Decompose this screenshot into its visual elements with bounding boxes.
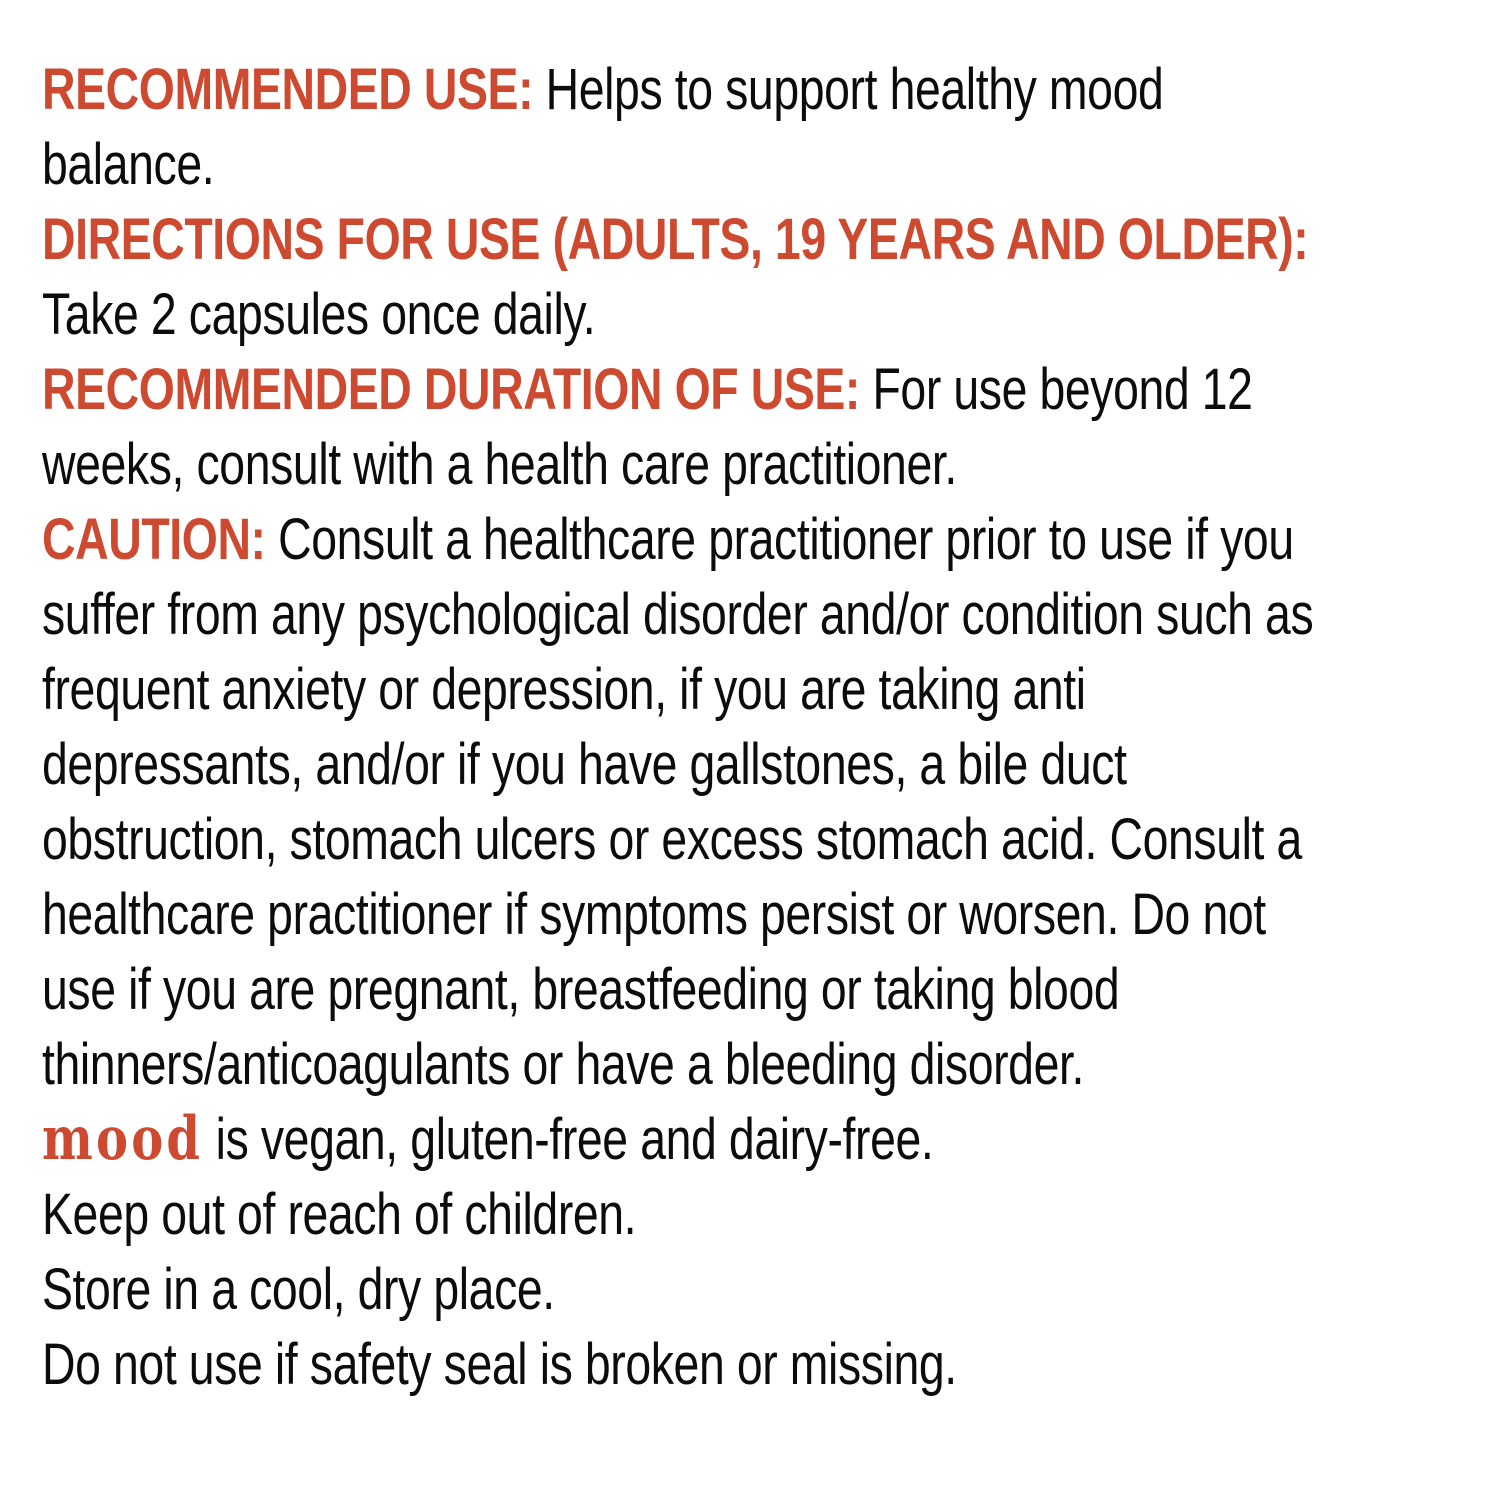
caution-text-2: suffer from any psychological disorder and/or condition such as [42,582,1314,647]
directions-text: Take 2 capsules once daily. [42,282,596,347]
safety-seal-text: Do not use if safety seal is broken or missing. [42,1332,957,1397]
caution-heading: CAUTION: [42,507,266,572]
label-line-brand-claims [42,1102,1192,1177]
label-line-caution-4 [42,727,1192,802]
directions-heading: DIRECTIONS FOR USE (ADULTS, 19 YEARS AND OLDER): [42,207,1309,272]
label-line-duration [42,352,1253,427]
recommended-use-text-cont: balance. [42,132,215,197]
caution-text-4: depressants, and/or if you have gallstones, a bile duct [42,732,1127,797]
caution-text-7: use if you are pregnant, breastfeeding or taking blood [42,957,1120,1022]
label-line-caution-6 [42,877,1266,952]
caution-text-8: thinners/anticoagulants or have a bleeding disorder. [42,1032,1084,1097]
duration-text: For use beyond 12 [859,357,1253,422]
caution-text-3: frequent anxiety or depression, if you are taking anti [42,657,1086,722]
label-line-safety-seal [42,1327,1192,1402]
caution-text: Consult a healthcare practitioner prior to use if you [265,507,1294,572]
label-line-caution-8 [42,1027,1192,1102]
recommended-use-heading: RECOMMENDED USE: [42,57,534,122]
label-line-directions-text [42,277,1192,352]
label-line-duration-cont [42,427,1192,502]
label-line-caution-3 [42,652,1192,727]
storage-text: Store in a cool, dry place. [42,1257,555,1322]
caution-text-6: healthcare practitioner if symptoms persist or worsen. Do not [42,882,1266,947]
duration-heading: RECOMMENDED DURATION OF USE: [42,357,860,422]
label-line-caution-7 [42,952,1192,1027]
label-line-recommended-use-cont [42,127,1192,202]
recommended-use-text: Helps to support healthy mood [533,57,1164,122]
label-line-keep-out-of-reach [42,1177,1192,1252]
label-line-caution-5 [42,802,1302,877]
duration-text-cont: weeks, consult with a health care practitioner. [42,432,957,497]
label-line-storage [42,1252,1192,1327]
label-line-directions-heading [42,202,1309,277]
keep-out-of-reach-text: Keep out of reach of children. [42,1182,637,1247]
label-line-caution [42,502,1294,577]
caution-text-5: obstruction, stomach ulcers or excess stomach acid. Consult a [42,807,1302,872]
label-line-caution-2 [42,577,1314,652]
brand-claims-text: is vegan, gluten-free and dairy-free. [203,1107,934,1172]
mood-brand-wordmark: mood [42,1104,204,1174]
label-line-recommended-use [42,52,1192,127]
